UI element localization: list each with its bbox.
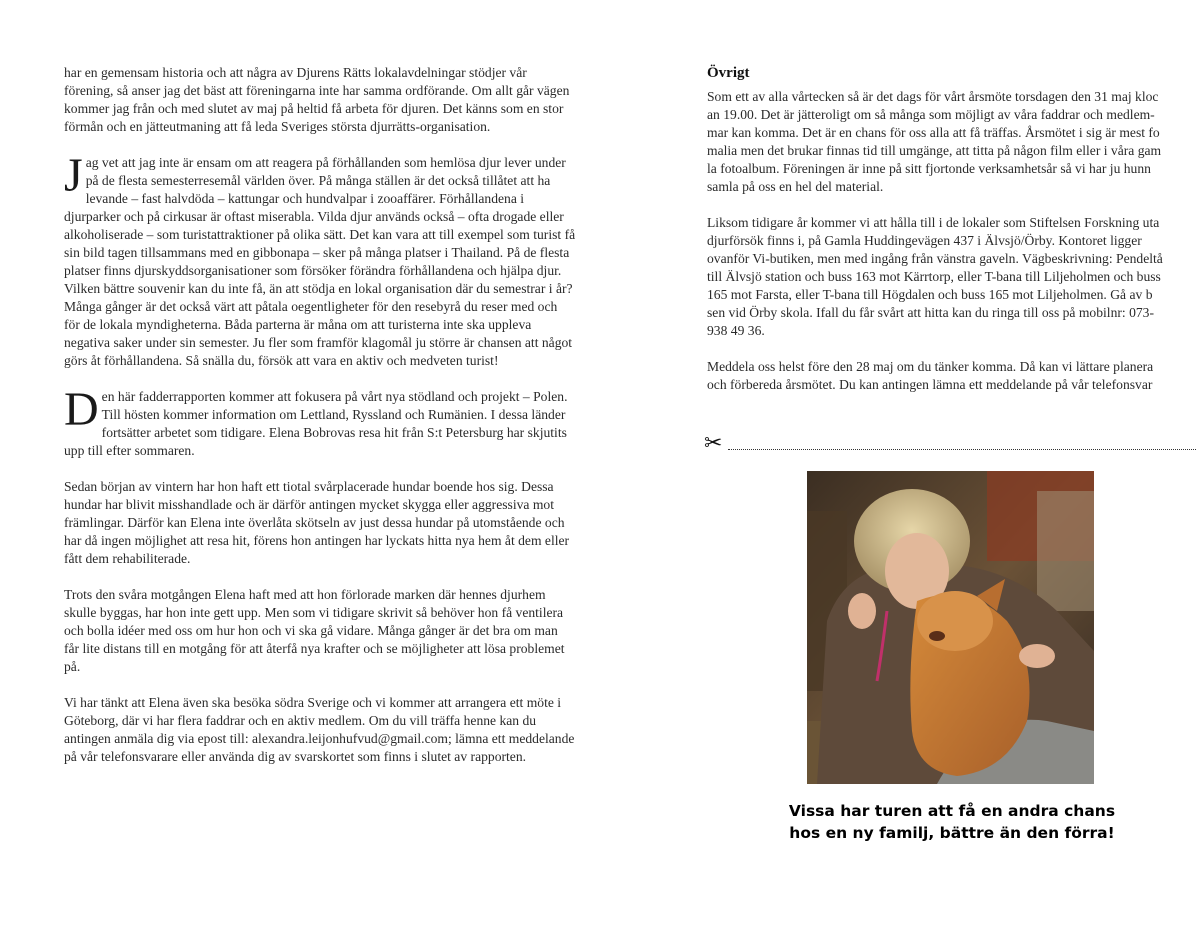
paragraph-5 (64, 586, 576, 676)
paragraph-meeting (707, 88, 1200, 196)
paragraph-text: ag vet att jag inte är ensam om att reagera på förhållanden som hemlösa djur lever under på de flesta semesterresemål världen över. På många ställen är det också tillåtet att ha levande – fast halvdöda – kattungar och hundvalpar i zooaffärer. Förhållandena i djurparker och på cirkusar är oftast miserabla. Vilda djur används också – ofta drogade eller alkoholiserade – som turistattraktioner på olika sätt. Det kan vara att till exempel som turist få sin bild tagen tillsammans med en gibbonapa – sker på många platser i Thailand. På de flesta platser finns djurskyddsorganisationer som försöker förändra förhållandena och hjälpa djur. Vilken bättre souvenir kan du inte få, än att stödja en lokal organisation där du semestrar i år? Många gånger är det också värt att påtala oegentligheter för den resebyrå du reser med och för de lokala myndigheterna. Båda parterna är måna om att turisterna inte ska uppleva negativa saker under sin semester. Ju fler som framför klagomål ju större är chansen att något görs åt förhållandena. Så snälla du, försök att vara en aktiv och medveten turist! (64, 155, 576, 368)
left-page-column (64, 64, 576, 784)
dropcap: D (64, 383, 99, 436)
text-line: djurförsök finns i, på Gamla Huddingevägen 437 i Älvsjö/Örby. Kontoret ligger (707, 233, 1142, 248)
photo-woman-hugging-dog (807, 471, 1094, 784)
text-line: samla på oss en hel del material. (707, 179, 884, 194)
text-line: malia men det brukar finnas tid till umgänge, att titta på någon film eller i våra gam (707, 143, 1162, 158)
paragraph-2 (64, 149, 576, 370)
text-line: la fotoalbum. Föreningen är inne på sitt fjortonde verksamhetsår så vi har ju hunn (707, 161, 1151, 176)
photo-caption (740, 800, 1164, 844)
paragraph-text: en här fadderrapporten kommer att fokusera på vårt nya stödland och projekt – Polen. Till hösten kommer information om Lettland, Ryssland och Rumänien. I dessa länder fortsätter arbetet som tidigare. Elena Bobrovas resa hit från S:t Petersburg har skjutits upp till efter sommaren. (64, 389, 568, 458)
caption-line: hos en ny familj, bättre än den förra! (789, 824, 1115, 842)
paragraph-6 (64, 694, 576, 766)
paragraph-text: har en gemensam historia och att några av Djurens Rätts lokalavdelningar stödjer vår förening, så anser jag det bäst att föreningarna inte har samma ordförande. Om allt går vägen kommer jag från och med slutet av maj på heltid få arbeta för djuren. Det känns som en stor förmån och en jätteutmaning att få leda Sveriges största djurrätts-organisation. (64, 65, 570, 134)
text-line: Liksom tidigare år kommer vi att hålla till i de lokaler som Stiftelsen Forskning uta (707, 215, 1160, 230)
text-line: Meddela oss helst före den 28 maj om du tänker komma. Då kan vi lättare planera (707, 359, 1154, 374)
paragraph-1 (64, 64, 576, 136)
text-line: till Älvsjö station och buss 163 mot Kärrtorp, eller T-bana till Liljeholmen och buss (707, 269, 1161, 284)
paragraph-3 (64, 383, 576, 460)
text-line: sen vid Örby skola. Ifall du får svårt att hitta kan du ringa till oss på mobilnr: 073- (707, 305, 1154, 320)
paragraph-text: Trots den svåra motgången Elena haft med att hon förlorade marken där hennes djurhem skulle byggas, har hon inte gett upp. Men som vi tidigare skrivit så behöver hon få ventilera och bolla idéer med oss om hur hon och vi ska gå vidare. Många gånger är det bra om man får lite distans till en motgång för att återfå nya krafter och se möjligheter att lösa problemet på. (64, 587, 565, 674)
right-page-column (707, 64, 1200, 412)
text-line: 165 mot Farsta, eller T-bana till Högdalen och buss 165 mot Liljeholmen. Gå av b (707, 287, 1153, 302)
caption-line: Vissa har turen att få en andra chans (788, 802, 1116, 820)
paragraph-rsvp (707, 358, 1200, 394)
paragraph-4 (64, 478, 576, 568)
dotted-cut-line (728, 441, 1196, 450)
text-line: Som ett av alla vårtecken så är det dags för vårt årsmöte torsdagen den 31 maj kloc (707, 89, 1159, 104)
text-line: ovanför Vi-butiken, men med ingång från vänstra gaveln. Vägbeskrivning: Pendeltå (707, 251, 1163, 266)
cut-line (704, 433, 1196, 455)
text-line: 938 49 36. (707, 323, 765, 338)
paragraph-location (707, 214, 1200, 340)
paragraph-text: Sedan början av vintern har hon haft ett tiotal svårplacerade hundar boende hos sig. Dessa hundar har blivit misshandlade och är därför antingen mycket skygga eller aggressiva mot främlingar. Därför kan Elena inte överlåta skötseln av just dessa hundar på utomstående och har då ingen möjlighet att resa hit, förens hon antingen har lyckats hitta nya hem åt dem eller fått dem rehabiliterade. (64, 479, 570, 566)
text-line: an 19.00. Det är jätteroligt om så många som möjligt av våra faddrar och medlem- (707, 107, 1155, 122)
dropcap: J (64, 149, 83, 202)
section-heading: Övrigt (707, 65, 750, 81)
paragraph-text: Vi har tänkt att Elena även ska besöka södra Sverige och vi kommer att arrangera ett möte i Göteborg, där vi har flera faddrar och en aktiv medlem. Om du vill träffa henne kan du antingen anmäla dig via epost till: alexandra.leijonhufvud@gmail.com; lämna ett meddelande på vår telefonsvarare eller använda dig av svarskortet som finns i slutet av rapporten. (64, 695, 575, 764)
text-line: mar kan komma. Det är en chans för oss alla att få träffas. Årsmötet i sig är mest fo (707, 125, 1160, 140)
text-line: och förbereda årsmötet. Du kan antingen lämna ett meddelande på vår telefonsvar (707, 377, 1153, 392)
scissors-icon: ✂ (704, 431, 723, 456)
